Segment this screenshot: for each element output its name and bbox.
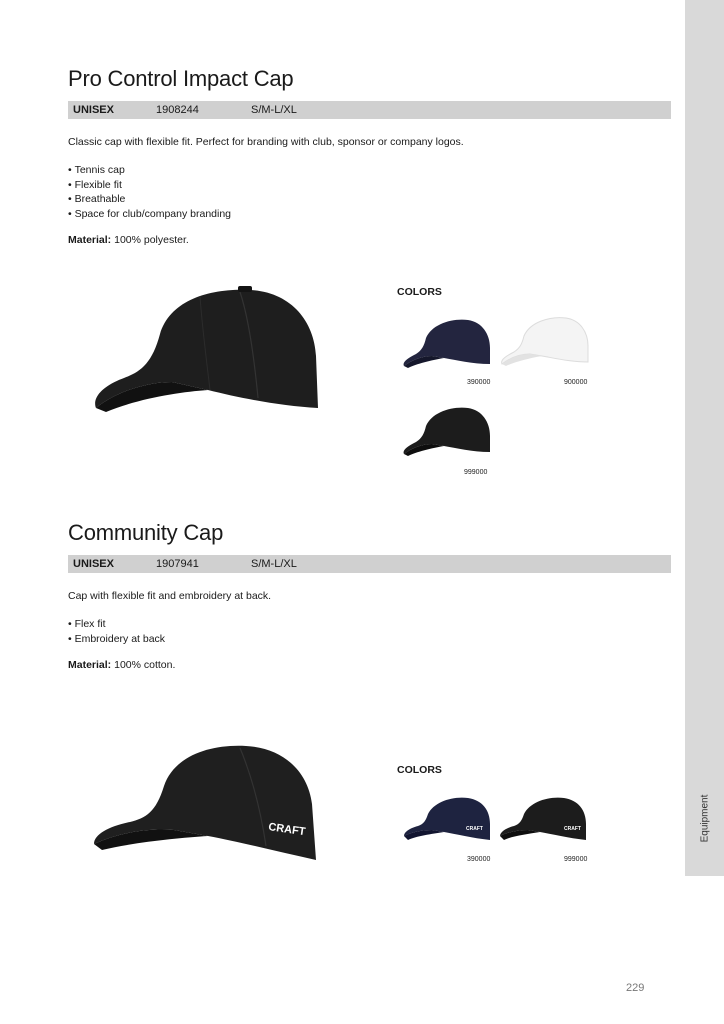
spec-code: 1908244 xyxy=(156,104,199,116)
color-code: 999000 xyxy=(464,469,488,476)
spec-sizes: S/M-L/XL xyxy=(251,104,297,116)
craft-logo: CRAFT xyxy=(466,826,483,832)
cap-color-swatch-390000 xyxy=(402,796,492,842)
color-code: 900000 xyxy=(564,379,588,386)
spec-gender: UNISEX xyxy=(73,558,114,570)
feature-item: • Flex fit xyxy=(68,617,671,632)
feature-list xyxy=(68,617,671,646)
page-number: 229 xyxy=(626,982,645,994)
feature-item: • Embroidery at back xyxy=(68,632,671,647)
craft-logo: CRAFT xyxy=(267,821,307,839)
product-community-cap xyxy=(68,520,671,671)
material-line xyxy=(68,659,671,671)
feature-list xyxy=(68,163,671,221)
craft-logo: CRAFT xyxy=(564,826,581,832)
cap-main-image-pro-control xyxy=(90,286,322,416)
spec-bar xyxy=(68,101,671,119)
material-line xyxy=(68,234,671,246)
spec-sizes: S/M-L/XL xyxy=(251,558,297,570)
material-value: 100% cotton. xyxy=(114,659,176,671)
spec-gender: UNISEX xyxy=(73,104,114,116)
feature-item: • Tennis cap xyxy=(68,163,671,178)
cap-main-image-community xyxy=(90,742,322,864)
material-value: 100% polyester. xyxy=(114,234,189,246)
cap-color-swatch-900000 xyxy=(500,316,590,366)
cap-color-swatch-999000 xyxy=(498,796,588,842)
feature-item: • Breathable xyxy=(68,192,671,207)
colors-label: COLORS xyxy=(397,286,442,298)
side-tab-label: Equipment xyxy=(699,794,710,843)
product-description: Cap with flexible fit and embroidery at back. xyxy=(68,590,272,602)
side-tab xyxy=(685,0,724,876)
colors-label: COLORS xyxy=(397,764,442,776)
cap-color-swatch-999000 xyxy=(402,406,492,456)
product-description: Classic cap with flexible fit. Perfect for branding with club, sponsor or company logos. xyxy=(68,136,464,148)
material-label: Material: xyxy=(68,234,112,246)
material-label: Material: xyxy=(68,659,112,671)
product-title: Community Cap xyxy=(68,520,224,545)
color-code: 390000 xyxy=(467,379,491,386)
cap-color-swatch-390000 xyxy=(402,318,492,368)
feature-item: • Flexible fit xyxy=(68,178,671,193)
spec-code: 1907941 xyxy=(156,558,199,570)
spec-bar xyxy=(68,555,671,573)
product-title: Pro Control Impact Cap xyxy=(68,66,294,91)
feature-item: • Space for club/company branding xyxy=(68,207,671,222)
color-code: 390000 xyxy=(467,856,491,863)
product-pro-control-impact-cap xyxy=(68,66,671,246)
color-code: 999000 xyxy=(564,856,588,863)
